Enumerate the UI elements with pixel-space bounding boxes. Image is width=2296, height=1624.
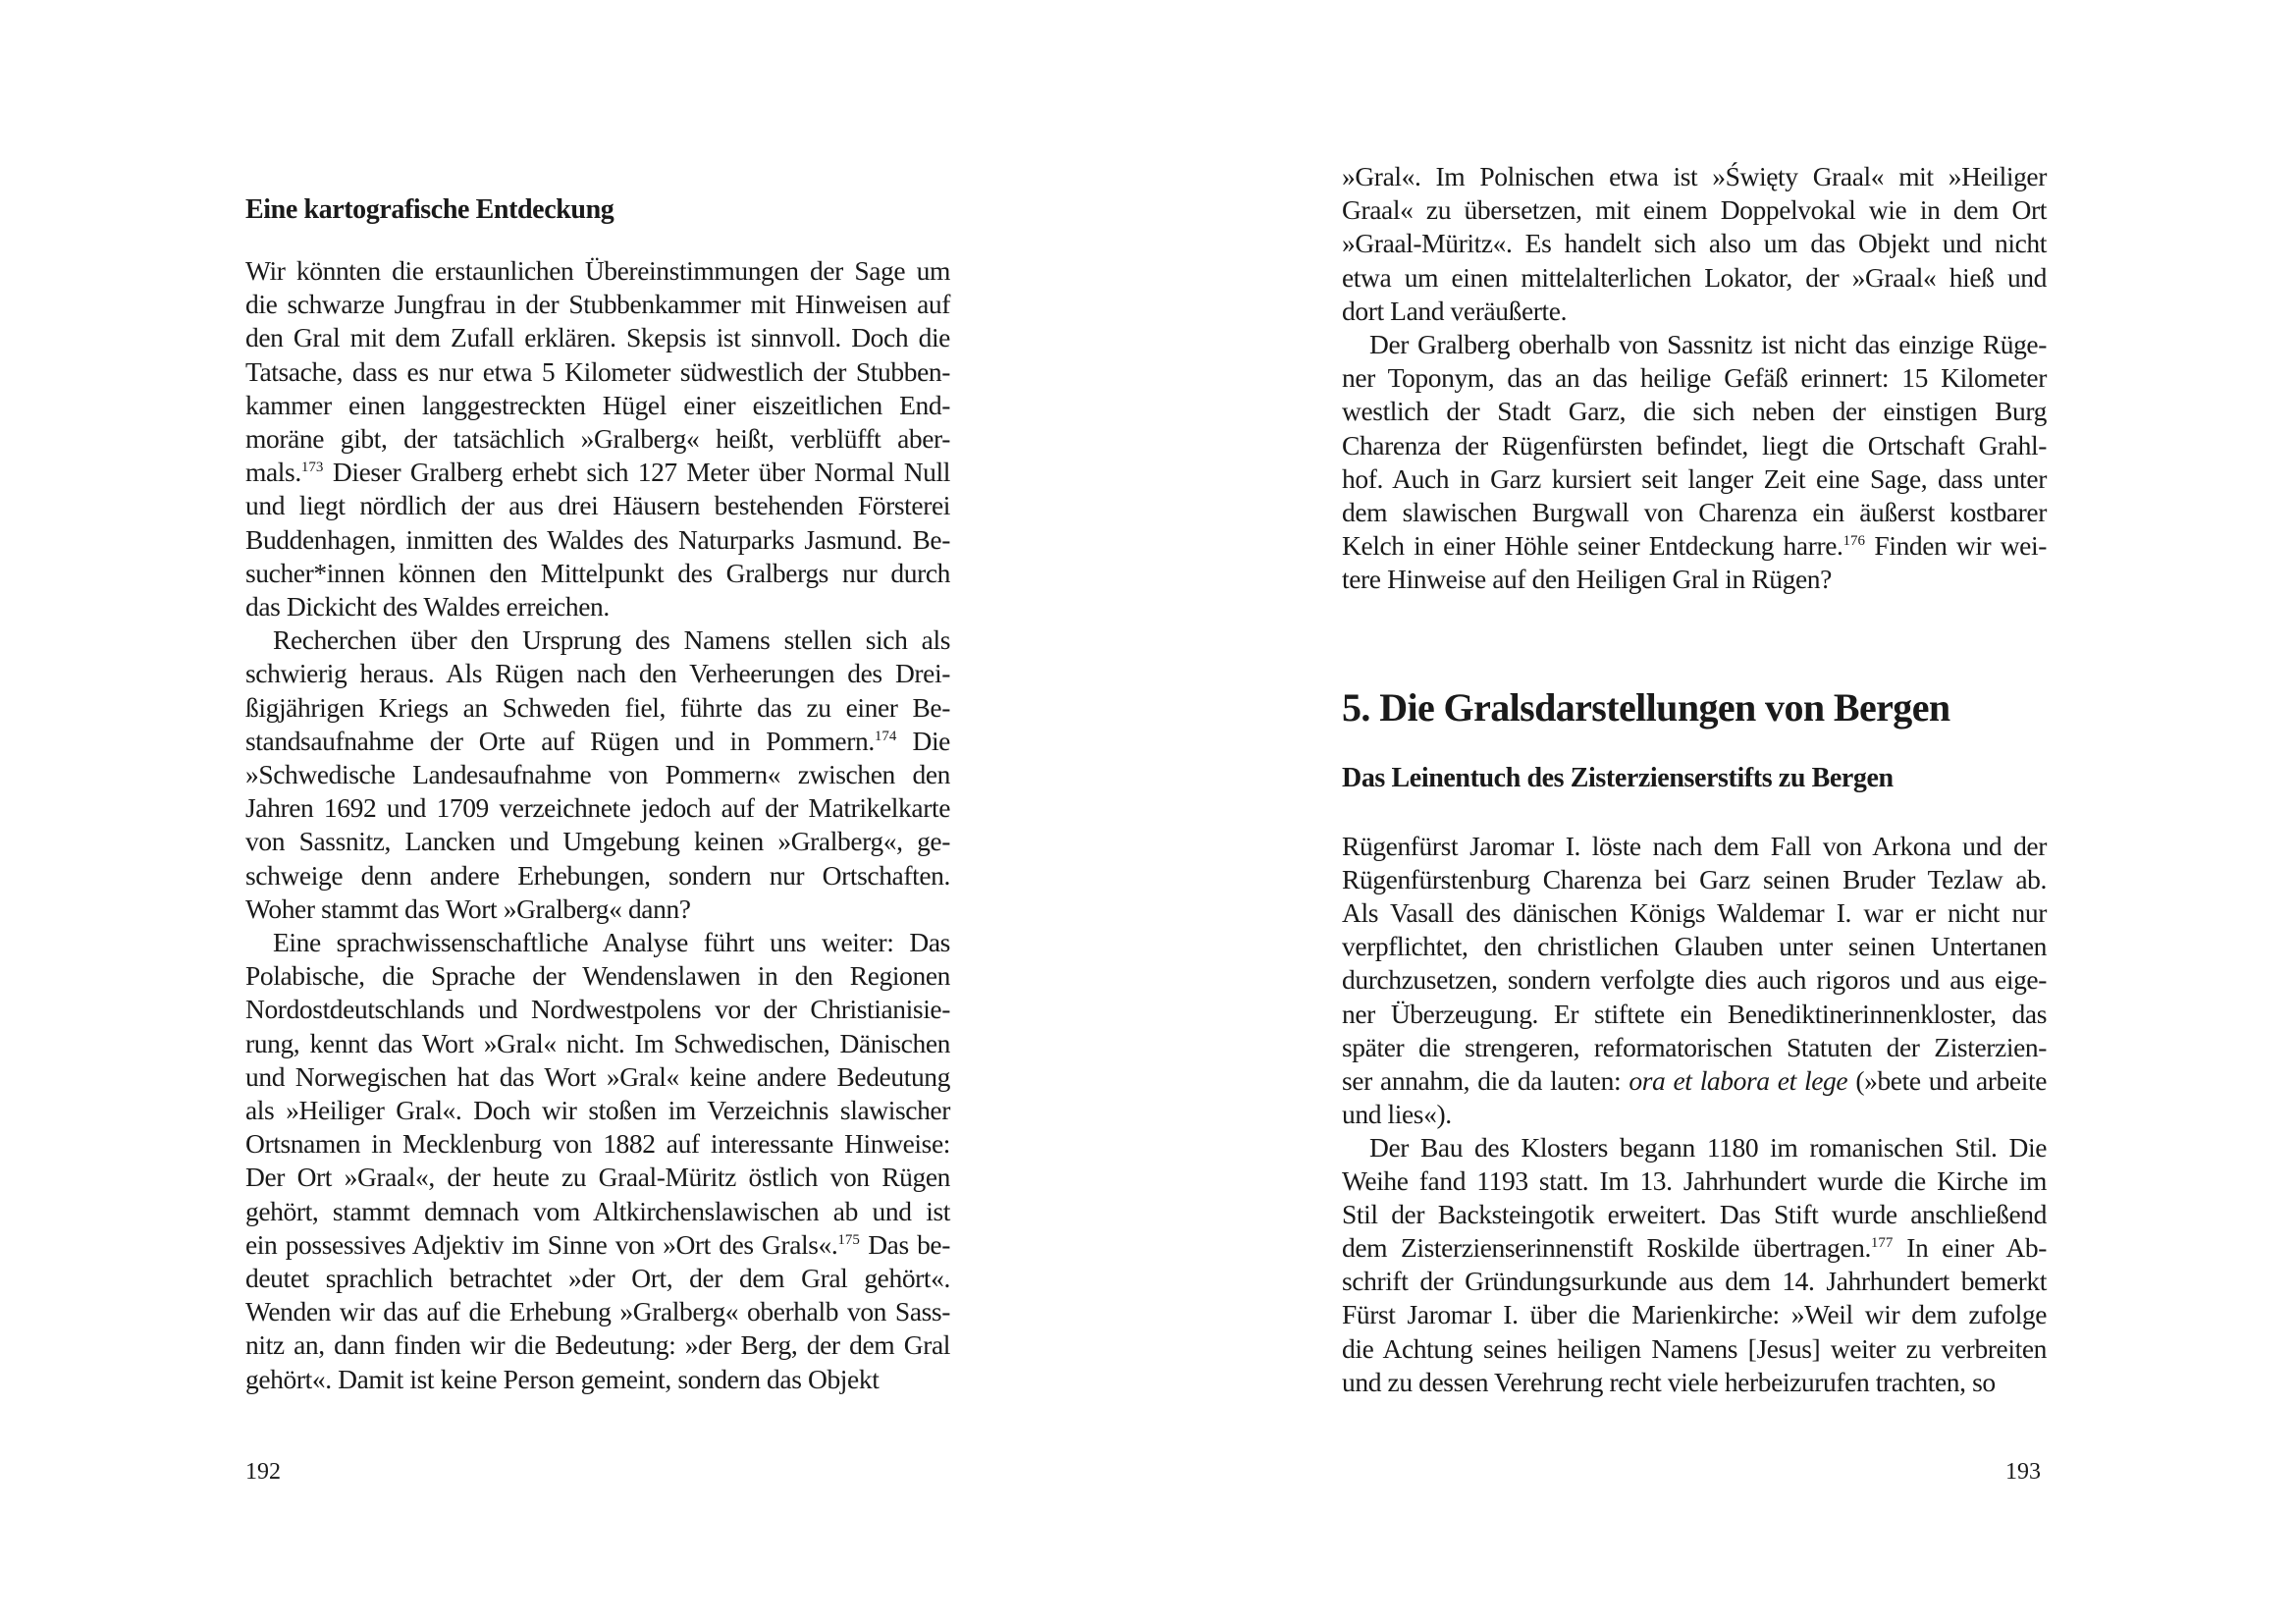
- latin-motto: ora et labora et lege: [1629, 1064, 1848, 1096]
- text-line: gehört, stammt demnach vom Altkirchenslawischen ab und ist: [245, 1195, 950, 1226]
- text-line: Als Vasall des dänischen Königs Waldemar I. war er nicht nur: [1342, 897, 2047, 929]
- text-line: Kelch in einer Höhle seiner Entdeckung harre.$^{176}$ Finden wir wei-: [1342, 530, 2047, 562]
- text-line: Woher stammt das Wort »Gralberg« dann?: [245, 893, 691, 924]
- text-line: Recherchen über den Ursprung des Namens stellen sich als: [273, 624, 950, 656]
- text-line: Polabische, die Sprache der Wendenslawen in den Regionen: [245, 960, 950, 992]
- chapter-heading: 5. Die Gralsdarstellungen von Bergen: [1342, 685, 1950, 730]
- text-line: verpflichtet, den christlichen Glauben unter seinen Untertanen: [1342, 931, 2047, 962]
- text-line: ein possessives Adjektiv im Sinne von »Ort des Grals«.$^{175}$ Das be-: [245, 1228, 950, 1260]
- text-line: westlich der Stadt Garz, die sich neben der einstigen Burg: [1342, 396, 2047, 427]
- text-line: Wir könnten die erstaunlichen Übereinstimmungen der Sage um: [245, 255, 950, 286]
- page-number: 193: [2005, 1459, 2041, 1485]
- text-line: nitz an, dann finden wir die Bedeutung: »der Berg, der dem Gral: [245, 1329, 950, 1361]
- text-line: »Gral«. Im Polnischen etwa ist »Święty Graal« mit »Heiliger: [1342, 161, 2047, 191]
- text-line: die schwarze Jungfrau in der Stubbenkammer mit Hinweisen auf: [245, 289, 950, 320]
- section-heading: Das Leinentuch des Zisterzienserstifts zu Bergen: [1342, 763, 1894, 793]
- text-line: Graal« zu übersetzen, mit einem Doppelvokal wie in dem Ort: [1342, 194, 2047, 226]
- text-line: den Gral mit dem Zufall erklären. Skepsis ist sinnvoll. Doch die: [245, 322, 950, 353]
- text-line: schrift der Gründungsurkunde aus dem 14. Jahrhundert bemerkt: [1342, 1266, 2047, 1297]
- footnote-marker: 177: [1870, 1235, 1894, 1252]
- text-line: Der Ort »Graal«, der heute zu Graal-Müritz östlich von Rügen: [245, 1162, 950, 1193]
- text-line: schwierig heraus. Als Rügen nach den Verheerungen des Drei-: [245, 658, 950, 689]
- text-line: gehört«. Damit ist keine Person gemeint, sondern das Objekt: [245, 1363, 880, 1394]
- text-line: rung, kennt das Wort »Gral« nicht. Im Schwedischen, Dänischen: [245, 1027, 950, 1058]
- text-line: schweige denn andere Erhebungen, sondern nur Ortschaften.: [245, 859, 950, 891]
- footnote-marker: 174: [874, 728, 897, 744]
- text-line: Wenden wir das auf die Erhebung »Gralberg« oberhalb von Sass-: [245, 1296, 950, 1327]
- text-line: standsaufnahme der Orte auf Rügen und in Pommern.$^{174}$ Die: [245, 725, 950, 756]
- text-line: Rügenfürst Jaromar I. löste nach dem Fall von Arkona und der: [1342, 831, 2047, 861]
- footnote-marker: 175: [837, 1231, 860, 1248]
- text-line: ner Überzeugung. Er stiftete ein Benediktinerinnenkloster, das: [1342, 998, 2047, 1029]
- text-line: Jahren 1692 und 1709 verzeichnete jedoch auf der Matrikelkarte: [245, 792, 950, 824]
- text-line: die Achtung seines heiligen Namens [Jesus] weiter zu verbreiten: [1342, 1332, 2047, 1364]
- text-line: und liegt nördlich der aus drei Häusern bestehenden Försterei: [245, 490, 950, 521]
- text-line: Rügenfürstenburg Charenza bei Garz seinen Bruder Tezlaw ab.: [1342, 864, 2047, 895]
- text-line: Stil der Backsteingotik erweitert. Das Stift wurde anschließend: [1342, 1199, 2047, 1230]
- text-line: dem Zisterzienserinnenstift Roskilde übertragen.$^{177}$ In einer Ab-: [1342, 1232, 2047, 1264]
- text-line: von Sassnitz, Lancken und Umgebung keinen »Gralberg«, ge-: [245, 826, 950, 857]
- footnote-marker: 176: [1842, 533, 1866, 550]
- text-line: Tatsache, dass es nur etwa 5 Kilometer südwestlich der Stubben-: [245, 355, 950, 387]
- text-line: ser annahm, die da lauten: ora et labora et lege (»bete und arbeite: [1342, 1064, 2048, 1096]
- text-line: dort Land veräußerte.: [1342, 295, 1568, 326]
- text-line: und zu dessen Verehrung recht viele herbeizurufen trachten, so: [1342, 1366, 1996, 1397]
- text-line: Der Bau des Klosters begann 1180 im romanischen Stil. Die: [1369, 1131, 2047, 1163]
- text-line: hof. Auch in Garz kursiert seit langer Zeit eine Sage, dass unter: [1342, 462, 2047, 494]
- text-line: sucher*innen können den Mittelpunkt des Gralbergs nur durch: [245, 557, 950, 588]
- text-line: kammer einen langgestreckten Hügel einer eiszeitlichen End-: [245, 389, 950, 420]
- text-line: das Dickicht des Waldes erreichen.: [245, 591, 610, 622]
- text-line: tere Hinweise auf den Heiligen Gral in Rügen?: [1342, 564, 1832, 595]
- text-line: durchzusetzen, sondern verfolgte dies auch rigoros und aus eige-: [1342, 964, 2047, 996]
- text-line: deutet sprachlich betrachtet »der Ort, der dem Gral gehört«.: [245, 1263, 950, 1293]
- text-line: als »Heiliger Gral«. Doch wir stoßen im Verzeichnis slawischer: [245, 1095, 950, 1125]
- right-page: [1148, 0, 2296, 1624]
- text-line: dem slawischen Burgwall von Charenza ein äußerst kostbarer: [1342, 497, 2047, 527]
- section-heading: Eine kartografische Entdeckung: [245, 194, 614, 225]
- text-line: Weihe fand 1193 statt. Im 13. Jahrhundert wurde die Kirche im: [1342, 1165, 2047, 1196]
- text-line: mals.$^{173}$ Dieser Gralberg erhebt sich 127 Meter über Normal Null: [245, 457, 950, 488]
- text-line: Eine sprachwissenschaftliche Analyse führt uns weiter: Das: [273, 927, 950, 957]
- page-number: 192: [245, 1459, 281, 1485]
- text-line: später die strengeren, reformatorischen Statuten der Zisterzien-: [1342, 1031, 2047, 1062]
- text-line: »Schwedische Landesaufnahme von Pommern« zwischen den: [245, 759, 950, 789]
- text-line: Charenza der Rügenfürsten befindet, liegt die Ortschaft Grahl-: [1342, 429, 2047, 460]
- footnote-marker: 173: [300, 460, 324, 476]
- text-line: und Norwegischen hat das Wort »Gral« keine andere Bedeutung: [245, 1060, 950, 1092]
- text-line: Nordostdeutschlands und Nordwestpolens vor der Christianisie-: [245, 994, 950, 1025]
- text-line: Buddenhagen, inmitten des Waldes des Naturparks Jasmund. Be-: [245, 523, 950, 555]
- text-line: »Graal-Müritz«. Es handelt sich also um das Objekt und nicht: [1342, 228, 2047, 259]
- text-line: und lies«).: [1342, 1098, 1452, 1129]
- text-line: Fürst Jaromar I. über die Marienkirche: »Weil wir dem zufolge: [1342, 1299, 2047, 1330]
- text-line: ßigjährigen Kriegs an Schweden fiel, führte das zu einer Be-: [245, 691, 950, 723]
- text-line: moräne gibt, der tatsächlich »Gralberg« heißt, verblüfft aber-: [245, 423, 950, 454]
- text-line: Der Gralberg oberhalb von Sassnitz ist nicht das einzige Rüge-: [1369, 329, 2047, 359]
- text-line: Ortsnamen in Mecklenburg von 1882 auf interessante Hinweise:: [245, 1128, 950, 1160]
- text-line: ner Toponym, das an das heilige Gefäß erinnert: 15 Kilometer: [1342, 362, 2047, 394]
- text-line: etwa um einen mittelalterlichen Lokator, der »Graal« hieß und: [1342, 261, 2047, 293]
